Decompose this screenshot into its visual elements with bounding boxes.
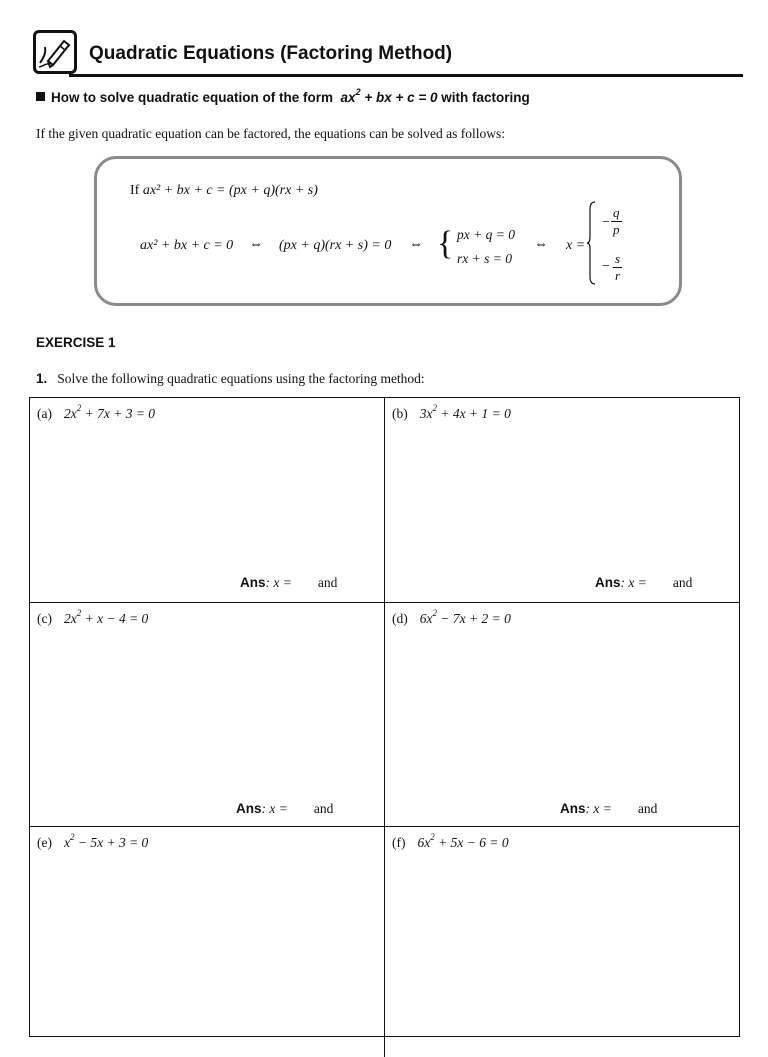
answer-label: Ans: [595, 575, 621, 590]
iff-symbol: ⇔: [409, 237, 423, 252]
solution-brace: [587, 201, 596, 285]
solution-1-fraction: [611, 205, 622, 238]
problem-rest: − 7x + 2 = 0: [437, 611, 511, 626]
subheading-suffix: with factoring: [437, 90, 530, 105]
problem-letter: (a): [37, 406, 52, 421]
problem-exponent: 2: [76, 403, 82, 413]
system-equation-1: px + q = 0: [457, 227, 515, 242]
answer-and: and: [637, 801, 658, 816]
subheading-form-exp: 2: [355, 87, 361, 97]
solution-x-label: x =: [566, 238, 586, 253]
problem-cell-a[interactable]: [30, 398, 385, 603]
subheading-form-rest: + bx + c = 0: [360, 90, 438, 105]
system-brace: {: [437, 225, 454, 262]
header-divider: [69, 74, 743, 77]
problem-rest: + 7x + 3 = 0: [81, 406, 156, 421]
factoring-rule-box: [94, 156, 682, 306]
problem-letter: (f): [392, 835, 406, 850]
problem-lead: 2x: [63, 406, 77, 421]
section-subheading: [36, 87, 530, 105]
problem-statement: [392, 608, 511, 627]
problem-letter: (e): [37, 835, 52, 850]
iff-symbol: ⇔: [534, 237, 548, 252]
answer-and: and: [317, 575, 338, 590]
problem-lead: 3x: [419, 406, 433, 421]
intro-text: If the given quadratic equation can be factored, the equations can be solved as follows:: [36, 126, 505, 141]
problem-lead: 6x: [417, 835, 431, 850]
problem-statement: [37, 608, 149, 627]
problem-exponent: 2: [430, 832, 435, 842]
problem-statement: [392, 403, 511, 422]
answer-and: and: [672, 575, 693, 590]
problem-lead: x: [63, 835, 70, 850]
page-header: [33, 30, 743, 78]
answer-label: Ans: [560, 801, 586, 816]
answer-and: and: [313, 801, 334, 816]
answer-line: [595, 575, 692, 591]
answer-label: Ans: [236, 801, 262, 816]
solution-2-numerator: s: [615, 251, 621, 266]
problem-cell-f[interactable]: [385, 827, 740, 1057]
problem-statement: [392, 832, 509, 851]
problem-exponent: 2: [69, 832, 75, 842]
answer-line: [240, 575, 337, 591]
answer-line: [236, 801, 333, 817]
problem-exponent: 2: [76, 608, 82, 618]
iff-symbol: ⇔: [249, 237, 263, 252]
problem-cell-c[interactable]: [30, 603, 385, 827]
answer-label: Ans: [240, 575, 266, 590]
problem-rest: + 4x + 1 = 0: [437, 406, 511, 421]
question-1: [36, 371, 425, 387]
problem-lead: 2x: [63, 611, 77, 626]
question-number: 1.: [36, 371, 48, 386]
solution-2-denominator: r: [615, 268, 621, 283]
problem-cell-e[interactable]: [30, 827, 385, 1057]
answer-x: : x =: [261, 801, 288, 816]
rule-premise-math: ax² + bx + c = (px + q)(rx + s): [142, 183, 318, 198]
problem-cell-d[interactable]: [385, 603, 740, 827]
answer-x: : x =: [585, 801, 612, 816]
exercise-title: EXERCISE 1: [36, 335, 116, 350]
subheading-prefix: How to solve quadratic equation of the form: [51, 90, 334, 105]
question-text: Solve the following quadratic equations using the factoring method:: [57, 371, 425, 386]
rule-equation-factored: (px + q)(rx + s) = 0: [279, 238, 392, 253]
problem-statement: [37, 832, 149, 851]
problem-letter: (c): [37, 611, 52, 626]
rule-equation-standard: ax² + bx + c = 0: [140, 238, 234, 253]
problem-lead: 6x: [419, 611, 433, 626]
pen-writing-icon: [33, 30, 77, 74]
answer-line: [560, 801, 657, 817]
solution-1-denominator: p: [613, 222, 620, 237]
solution-2-fraction: [613, 251, 622, 284]
rule-premise: [130, 183, 318, 199]
system-equation-2: rx + s = 0: [457, 251, 512, 266]
problem-exponent: 2: [432, 403, 437, 413]
problem-cell-b[interactable]: [385, 398, 740, 603]
problem-letter: (b): [392, 406, 408, 421]
problem-rest: + x − 4 = 0: [81, 611, 149, 626]
problem-rest: + 5x − 6 = 0: [434, 835, 509, 850]
answer-x: : x =: [620, 575, 647, 590]
exercise-grid: [29, 397, 740, 1037]
solution-2-sign: −: [602, 259, 610, 274]
solution-1-sign: −: [602, 215, 610, 230]
subheading-form-a: ax: [340, 90, 356, 105]
problem-exponent: 2: [432, 608, 437, 618]
answer-x: : x =: [265, 575, 292, 590]
problem-letter: (d): [392, 611, 408, 626]
problem-statement: [37, 403, 156, 422]
page-title: Quadratic Equations (Factoring Method): [89, 43, 453, 64]
problem-rest: − 5x + 3 = 0: [74, 835, 149, 850]
bullet-square-icon: [36, 92, 45, 101]
rule-premise-if: If: [130, 183, 140, 198]
solution-1-numerator: q: [613, 205, 620, 220]
